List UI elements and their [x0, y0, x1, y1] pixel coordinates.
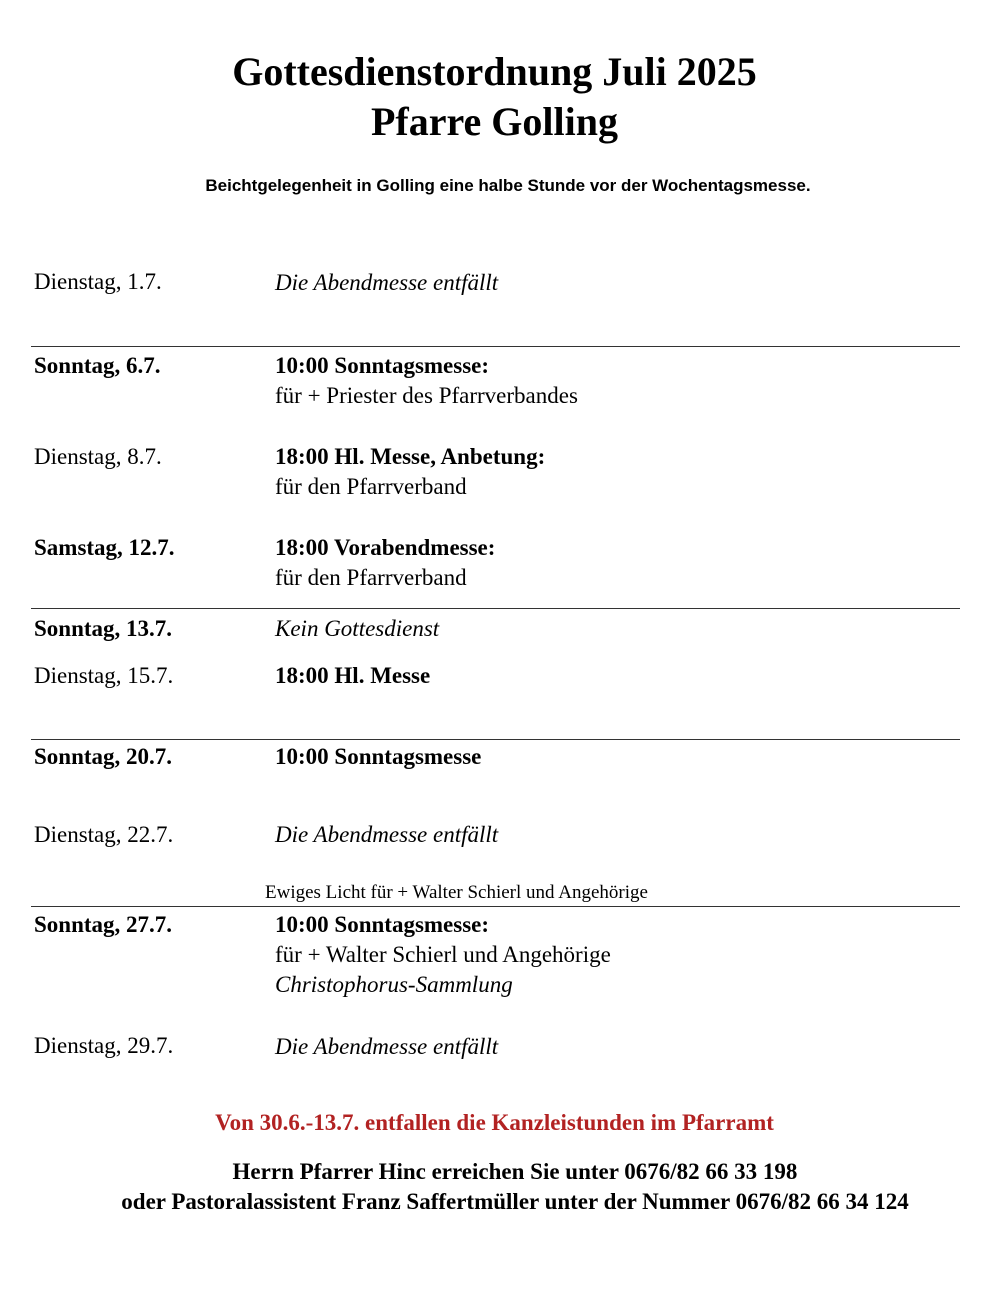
- entry-collection: Christophorus-Sammlung: [275, 972, 513, 997]
- contact-pastor: Herrn Pfarrer Hinc erreichen Sie unter 0676/82 66 33 198: [232, 1159, 798, 1184]
- divider: [31, 346, 960, 347]
- entry-day: Dienstag, 15.7.: [34, 663, 174, 688]
- entry-description: 18:00 Hl. Messe: [275, 663, 431, 688]
- entry-day: Sonntag, 6.7.: [34, 353, 161, 378]
- entry-day: Sonntag, 13.7.: [34, 616, 173, 641]
- entry-description: Die Abendmesse entfällt: [275, 822, 499, 847]
- entry-day: Samstag, 12.7.: [34, 535, 175, 560]
- entry-description: 18:00 Hl. Messe, Anbetung:: [275, 444, 546, 469]
- entry-intention: für den Pfarrverband: [275, 565, 467, 590]
- entry-description: Kein Gottesdienst: [275, 616, 440, 641]
- divider: [31, 739, 960, 740]
- entry-description: Die Abendmesse entfällt: [275, 270, 499, 295]
- entry-description: 10:00 Sonntagsmesse: [275, 744, 482, 769]
- entry-day: Dienstag, 29.7.: [34, 1033, 174, 1058]
- entry-description: Die Abendmesse entfällt: [275, 1034, 499, 1059]
- parish-name: Pfarre Golling: [371, 99, 618, 144]
- entry-day: Sonntag, 27.7.: [34, 912, 173, 937]
- entry-description: 10:00 Sonntagsmesse:: [275, 353, 490, 378]
- divider: [31, 608, 960, 609]
- entry-description: 10:00 Sonntagsmesse:: [275, 912, 490, 937]
- entry-day: Dienstag, 8.7.: [34, 444, 162, 469]
- eternal-light-note: Ewiges Licht für + Walter Schierl und Angehörige: [265, 882, 648, 903]
- confession-note: Beichtgelegenheit in Golling eine halbe Stunde vor der Wochentagsmesse.: [205, 176, 811, 195]
- entry-intention: für + Priester des Pfarrverbandes: [275, 383, 578, 408]
- entry-day: Dienstag, 22.7.: [34, 822, 174, 847]
- entry-description: 18:00 Vorabendmesse:: [275, 535, 496, 560]
- entry-day: Sonntag, 20.7.: [34, 744, 173, 769]
- entry-day: Dienstag, 1.7.: [34, 269, 162, 294]
- contact-assistant: oder Pastoralassistent Franz Saffertmüller unter der Nummer 0676/82 66 34 124: [121, 1189, 909, 1214]
- entry-intention: für den Pfarrverband: [275, 474, 467, 499]
- entry-intention: für + Walter Schierl und Angehörige: [275, 942, 611, 967]
- office-closed-notice: Von 30.6.-13.7. entfallen die Kanzleistunden im Pfarramt: [215, 1110, 774, 1135]
- divider: [31, 906, 960, 907]
- page-title: Gottesdienstordnung Juli 2025: [232, 49, 757, 94]
